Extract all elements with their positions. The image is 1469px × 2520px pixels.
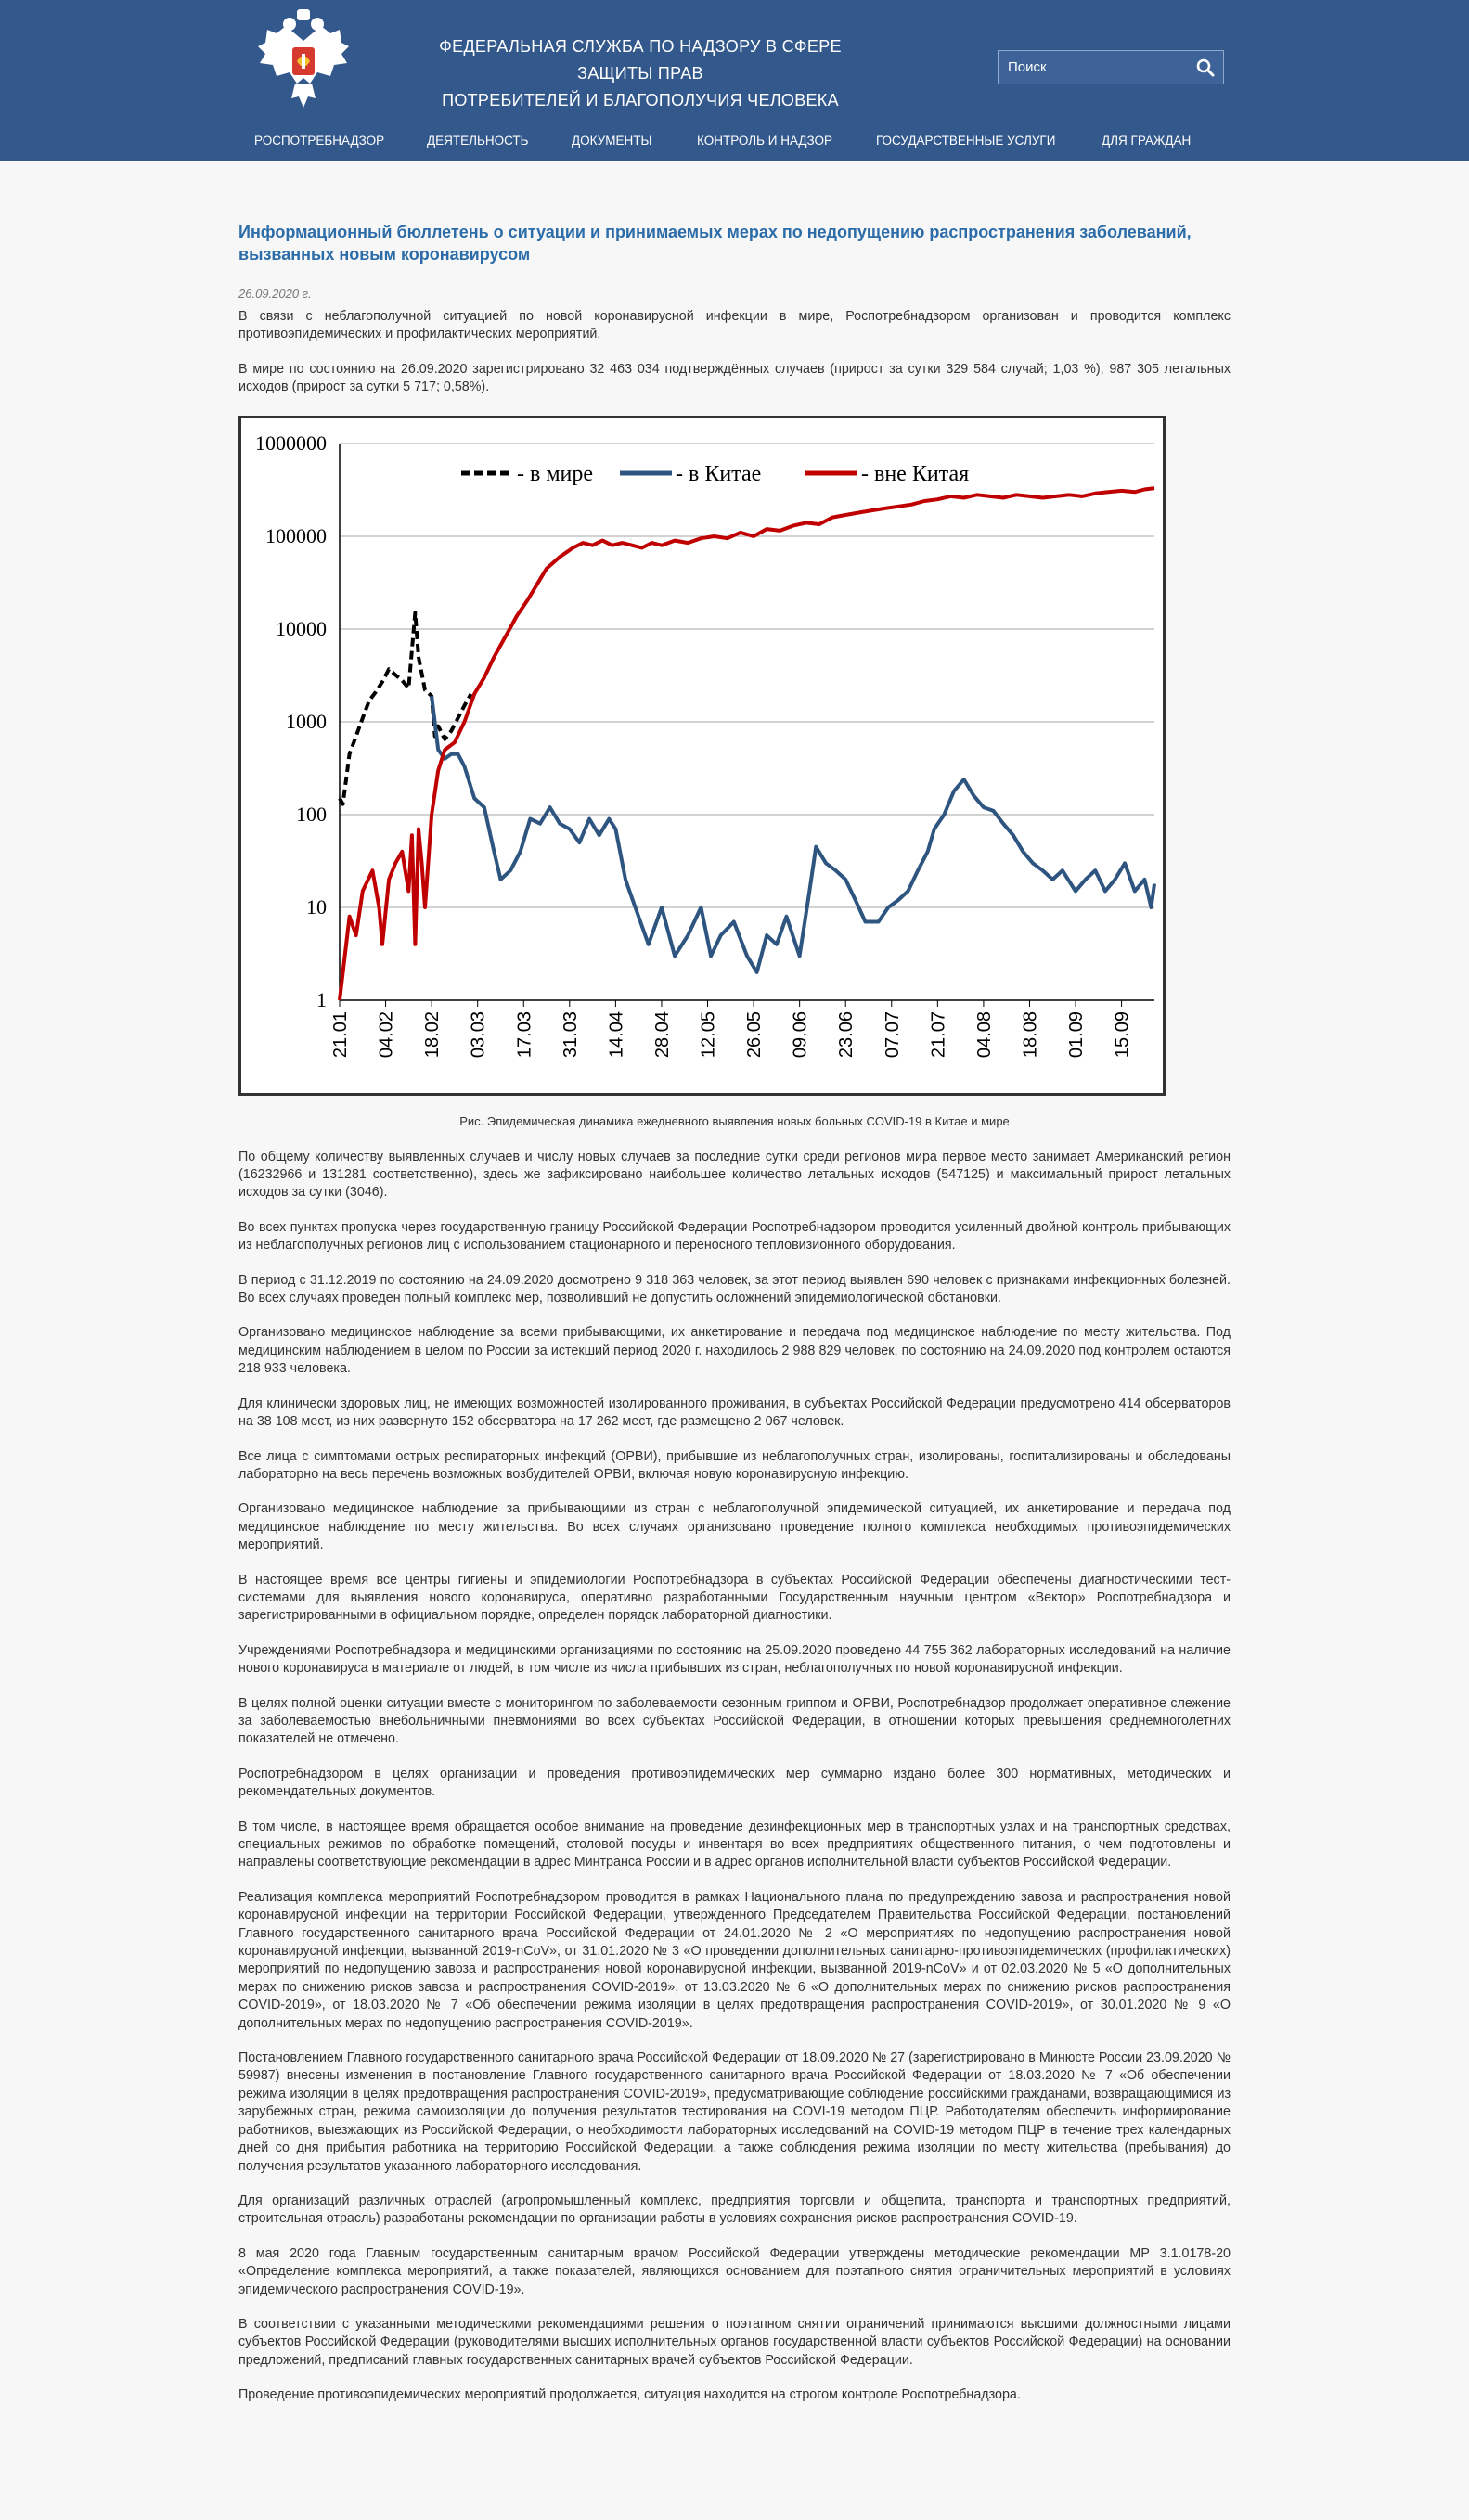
article-date: 26.09.2020 г.	[238, 287, 312, 301]
y-tick-label: 100000	[265, 523, 327, 547]
y-tick-label: 1000	[286, 709, 327, 733]
article-paragraph: Постановлением Главного государственного санитарного врача Российской Федерации от 18.09.2020 № 27 (зарегистрировано в Минюсте России 23.09.2020 № 59987) внесены изменения в постановление Главного государственного санитарного врача Российской Федерации от 18.03.2020 № 7 «Об обеспечении режима изоляции в целях предотвращения распространения COVID-2019», предусматривающие соблюдение российскими гражданами, возвращающимися из зарубежных стран, режима самоизоляции до получения результатов тестирования на COVI-19 методом ПЦР. Работодателям обеспечить информирование работников, выезжающих из Российской Федерации, о необходимости лабораторных исследований на COVID-19 методом ПЦР в течение трех календарных дней со дня прибытия работника на территорию Российской Федерации, а также соблюдения режима изоляции по месту жительства (пребывания) до получения результатов указанного лабораторного исследования.	[238, 2051, 1231, 2174]
legend-label: - в мире	[517, 461, 594, 486]
x-tick-label: 26.05	[744, 1010, 766, 1058]
y-tick-label: 10000	[276, 616, 327, 640]
legend-label: - в Китае	[676, 461, 762, 486]
x-tick-label: 03.03	[468, 1010, 489, 1058]
x-tick-label: 14.04	[606, 1010, 627, 1058]
nav-item-citizens[interactable]: ДЛЯ ГРАЖДАН	[1102, 134, 1192, 148]
x-tick-label: 17.03	[514, 1010, 535, 1058]
article-body-intro	[238, 308, 1231, 397]
x-tick-label: 31.03	[560, 1010, 581, 1058]
x-tick-label: 18.08	[1020, 1010, 1041, 1058]
coat-of-arms-icon[interactable]	[249, 6, 358, 115]
article-paragraph: 8 мая 2020 года Главным государственным санитарным врачом Российской Федерации утверждены методические рекомендации МР 3.1.0178-20 «Определение комплекса мероприятий, а также показателей, являющихся основанием для поэтапного снятия ограничительных мероприятий в условиях эпидемического распространения COVID-19».	[238, 2245, 1231, 2297]
nav-item-activity[interactable]: ДЕЯТЕЛЬНОСТЬ	[427, 134, 529, 148]
site-title-line-1: ФЕДЕРАЛЬНАЯ СЛУЖБА ПО НАДЗОРУ В СФЕРЕ ЗАЩИТЫ ПРАВ	[439, 37, 842, 83]
chart-caption: Рис. Эпидемическая динамика ежедневного выявления новых больных COVID-19 в Китае и мире	[459, 1113, 1010, 1128]
main-nav	[0, 134, 1469, 152]
x-tick-label: 01.09	[1066, 1010, 1088, 1058]
article-paragraph: Для клинически здоровых лиц, не имеющих возможностей изолированного проживания, в субъектах Российской Федерации предусмотрено 414 обсерваторов на 38 108 мест, из них развернуто 152 обсерватора на 17 262 мест, где размещено 2 067 человек.	[238, 1395, 1231, 1430]
x-tick-label: 04.08	[973, 1010, 995, 1058]
search-icon	[1195, 58, 1216, 78]
article-paragraph: Роспотребнадзором в целях организации и проведения противоэпидемических мер суммарно издано более 300 нормативных, методических и рекомендательных документов.	[238, 1766, 1231, 1800]
article	[238, 221, 1231, 2422]
article-paragraph: В том числе, в настоящее время обращается особое внимание на проведение дезинфекционных мер в транспортных узлах и на транспортных средствах, специальных режимов по обработке помещений, столовой посуды и инвентаря во всех предприятиях общественного питания, о чем подготовлены и направлены соответствующие рекомендации в адрес Минтранса России и в адрес органов исполнительной власти субъектов Российской Федерации.	[238, 1819, 1231, 1871]
x-tick-label: 15.09	[1112, 1010, 1133, 1058]
article-paragraph: Учреждениями Роспотребнадзора и медицинскими организациями по состоянию на 25.09.2020 проведено 44 755 362 лабораторных исследований на наличие нового коронавируса в материале от людей, в том числе из числа прибывших из стран, неблагополучных по новой коронавирусной инфекции.	[238, 1642, 1231, 1677]
site-header	[0, 0, 1469, 161]
x-tick-label: 07.07	[882, 1010, 903, 1058]
nav-item-documents[interactable]: ДОКУМЕНТЫ	[572, 134, 652, 148]
article-paragraph: В соответствии с указанными методическими рекомендациями решения о поэтапном снятии ограничений принимаются высшими должностными лицами субъектов Российской Федерации (руководителями высших исполнительных органов государственной власти субъектов Российской Федерации) на основании предложений, предписаний главных государственных санитарных врачей субъектов Российской Федерации.	[238, 2316, 1231, 2368]
legend-label: - вне Китая	[861, 461, 970, 486]
article-paragraph: Во всех пунктах пропуска через государственную границу Российской Федерации Роспотребнадзором проводится усиленный двойной контроль прибывающих из неблагополучных регионов лиц с использованием стационарного и переносного тепловизионного оборудования.	[238, 1219, 1231, 1254]
site-title[interactable]	[399, 33, 882, 114]
y-tick-label: 10	[306, 894, 327, 919]
article-paragraph: Проведение противоэпидемических мероприятий продолжается, ситуация находится на строгом контроле Роспотребнадзора.	[238, 2387, 1021, 2403]
article-body	[238, 1149, 1231, 2405]
y-tick-label: 100	[296, 802, 327, 826]
article-paragraph: По общему количеству выявленных случаев и числу новых случаев за последние сутки среди регионов мира первое место занимает Американский регион (16232966 и 131281 соответственно), здесь же зафиксировано наибольшее количество летальных исходов (547125) и максимальный прирост летальных исходов за сутки (3046).	[238, 1149, 1231, 1201]
site-title-line-2: ПОТРЕБИТЕЛЕЙ И БЛАГОПОЛУЧИЯ ЧЕЛОВЕКА	[442, 91, 839, 109]
x-tick-label: 04.02	[376, 1010, 397, 1058]
article-paragraph: Организовано медицинское наблюдение за прибывающими из стран с неблагополучной эпидемической ситуацией, их анкетирование и передача под медицинское наблюдение по месту жительства. Во всех случаях организовано проведение полного комплекса необходимых противоэпидемических мероприятий.	[238, 1501, 1231, 1553]
article-paragraph: Все лица с симптомами острых респираторных инфекций (ОРВИ), прибывшие из неблагополучных стран, изолированы, госпитализированы и обследованы лабораторно на весь перечень возможных возбудителей ОРВИ, включая новую коронавирусную инфекцию.	[238, 1448, 1231, 1482]
article-paragraph: В мире по состоянию на 26.09.2020 зарегистрировано 32 463 034 подтверждённых случаев (прирост за сутки 329 584 случай; 1,03 %), 987 305 летальных исходов (прирост за сутки 5 717; 0,58%).	[238, 361, 1231, 395]
x-tick-label: 23.06	[836, 1010, 857, 1058]
x-tick-label: 12.05	[698, 1010, 719, 1058]
x-tick-label: 09.06	[790, 1010, 811, 1058]
epidemic-chart	[238, 416, 1166, 1096]
nav-item-control[interactable]: КОНТРОЛЬ И НАДЗОР	[697, 134, 833, 148]
y-tick-label: 1	[316, 987, 327, 1011]
search-button[interactable]	[1195, 58, 1216, 78]
article-paragraph: Организовано медицинское наблюдение за всеми прибывающими, их анкетирование и передача под медицинское наблюдение по месту жительства. Под медицинским наблюдением в целом по России за истекший период 2020 г. находилось 2 988 829 человек, по состоянию на 24.09.2020 под контролем остаются 218 933 человека.	[238, 1325, 1231, 1377]
article-paragraph: В целях полной оценки ситуации вместе с мониторингом по заболеваемости сезонным гриппом и ОРВИ, Роспотребнадзор продолжает оперативное слежение за заболеваемостью внебольничными пневмониями во всех субъектах Российской Федерации, в отношении которых превышения среднемноголетних показателей не отмечено.	[238, 1695, 1231, 1747]
article-paragraph: Для организаций различных отраслей (агропромышленный комплекс, предприятия торговли и общепита, транспорта и транспортных предприятий, строительная отрасль) разработаны рекомендации по организации работы в условиях сохранения рисков распространения COVID-19.	[238, 2192, 1231, 2227]
y-tick-label: 1000000	[255, 431, 327, 455]
article-paragraph: В связи с неблагополучной ситуацией по новой коронавирусной инфекции в мире, Роспотребнадзором организован и проводится комплекс противоэпидемических и профилактических мероприятий.	[238, 309, 1231, 342]
series-line-1	[432, 696, 1154, 972]
chart-svg	[241, 418, 1163, 1093]
x-tick-label: 28.04	[651, 1010, 673, 1058]
nav-item-services[interactable]: ГОСУДАРСТВЕННЫЕ УСЛУГИ	[876, 134, 1056, 148]
main-content	[0, 161, 1469, 2520]
search-box	[998, 50, 1224, 84]
article-paragraph: В настоящее время все центры гигиены и эпидемиологии Роспотребнадзора в субъектах Российской Федерации обеспечены диагностическими тест-системами для выявления нового коронавируса, оперативно разработанными Государственным научным центром «Вектор» Роспотребнадзора и зарегистрированными в официальном порядке, определен порядок лабораторной диагностики.	[238, 1572, 1231, 1624]
x-tick-label: 21.01	[330, 1010, 351, 1058]
article-paragraph: Реализация комплекса мероприятий Роспотребнадзором проводится в рамках Национального плана по предупреждению завоза и распространения новой коронавирусной инфекции на территории Российской Федерации, утвержденного Председателем Правительства Российской Федерации, постановлений Главного государственного санитарного врача Российской Федерации от 24.01.2020 № 2 «О мероприятиях по недопущению распространения новой коронавирусной инфекции, вызванной 2019-nCoV», от 31.01.2020 № 3 «О проведении дополнительных санитарно-противоэпидемических (профилактических) мероприятий по недопущению завоза и распространения новой коронавирусной инфекции, вызванной 2019-nCoV» и от 02.03.2020 № 5 «О дополнительных мерах по снижению рисков завоза и распространения COVID-2019», от 13.03.2020 № 6 «О дополнительных мерах по снижению рисков распространения COVID-2019», от 18.03.2020 № 7 «Об обеспечении режима изоляции в целях предотвращения распространения COVID-2019», от 30.01.2020 № 9 «О дополнительных мерах по недопущению распространения COVID-2019».	[238, 1889, 1231, 2031]
nav-item-rospotrebnadzor[interactable]: РОСПОТРЕБНАДЗОР	[254, 134, 385, 148]
x-tick-label: 18.02	[422, 1010, 444, 1058]
series-line-2	[340, 488, 1154, 1000]
article-paragraph: В период с 31.12.2019 по состоянию на 24.09.2020 досмотрено 9 318 363 человек, за этот период выявлен 690 человек с признаками инфекционных болезней. Во всех случаях проведен полный комплекс мер, позволивший не допустить осложнений эпидемиологической обстановки.	[238, 1272, 1231, 1306]
series-line-0	[340, 612, 471, 804]
x-tick-label: 21.07	[928, 1010, 949, 1058]
article-title[interactable]: Информационный бюллетень о ситуации и принимаемых мерах по недопущению распространения заболеваний, вызванных новым коронавирусом	[238, 223, 1192, 264]
search-input[interactable]	[999, 51, 1193, 84]
